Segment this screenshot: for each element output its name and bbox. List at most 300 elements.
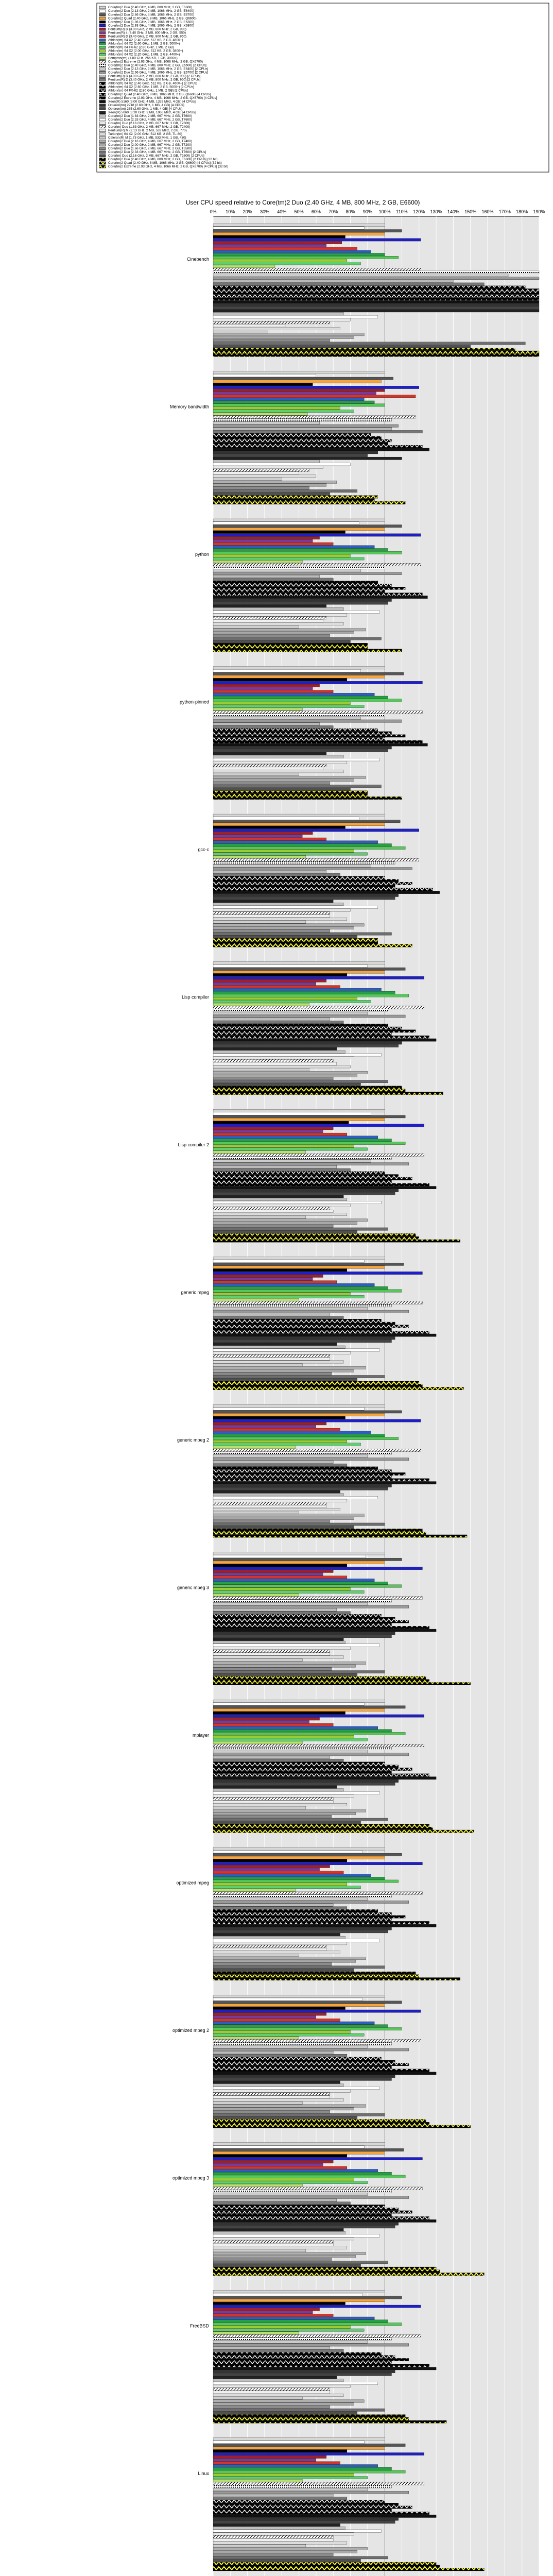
bar [213, 832, 313, 835]
bar [213, 1015, 405, 1018]
bar [213, 2479, 302, 2482]
bar [213, 1732, 405, 1735]
bar [213, 1431, 371, 1434]
bar [213, 418, 391, 421]
bar [213, 235, 345, 238]
bar [213, 1443, 361, 1446]
legend-label: Core(tm)2 Duo (2.33 GHz, 4 MB, 667 MHz, 2 GB, T7600) [2 CPUs] [108, 150, 206, 155]
x-tick-label: 110% [396, 209, 408, 214]
legend-swatch [99, 147, 106, 150]
legend-label: Core(tm)2 Duo (2.13 GHz, 2 MB, 1066 MHz, 2 GB, E6400) [2 CPUs] [108, 67, 209, 71]
bar [213, 1517, 354, 1519]
bar [213, 1331, 429, 1333]
bar [213, 1821, 361, 1824]
category-label: generic mpeg 2 [177, 1437, 209, 1443]
bar [213, 1750, 368, 1753]
legend-swatch [99, 13, 106, 16]
bar [213, 1496, 378, 1499]
bar [213, 1511, 299, 1514]
legend-label: Athlon(tm) 64 X2 (2.60 GHz, 1 MB, 2 GB, 5000+) [108, 42, 180, 46]
legend-label: Pentium(R) M (2.13 GHz, 2 MB, 533 MHz, 2 GB, 770) [108, 128, 187, 132]
bar [213, 1597, 422, 1599]
bar [213, 675, 385, 678]
bar [213, 882, 412, 885]
bar [213, 286, 525, 289]
bar [213, 1668, 332, 1670]
bar [213, 232, 385, 235]
bar [213, 1641, 345, 1643]
bar [213, 2231, 345, 2234]
legend-label: Athlon(tm) 64 X2 (2.00 GHz, 512 KB, 2 GB, 3800+) [108, 49, 183, 53]
bar [213, 1939, 379, 1942]
bar [213, 543, 333, 545]
bar [213, 307, 539, 309]
bar [213, 1620, 409, 1623]
x-tick-label: 170% [498, 209, 511, 214]
bar [213, 2541, 347, 2544]
legend-swatch [99, 126, 106, 128]
bar [213, 481, 337, 483]
bar [213, 460, 320, 463]
bar [213, 1024, 388, 1026]
bar [213, 1366, 366, 1369]
bar [213, 1600, 391, 1602]
bar [213, 1387, 463, 1389]
x-tick-label: 30% [260, 209, 269, 214]
bar [213, 1177, 412, 1180]
bar [213, 321, 330, 324]
bar [213, 404, 385, 406]
bar [213, 1054, 381, 1056]
bar [213, 1039, 436, 1041]
x-tick-label: 50% [294, 209, 304, 214]
bar [213, 1629, 436, 1632]
bar [213, 1325, 409, 1328]
bar [213, 912, 330, 914]
bar [213, 1871, 343, 1874]
category-label: Linux [198, 2470, 209, 2476]
bar [213, 578, 333, 581]
bar [213, 2019, 340, 2021]
bar [213, 2007, 345, 2009]
bar [213, 1555, 366, 1557]
legend-swatch [99, 155, 106, 157]
bar [213, 1021, 343, 1024]
bar [213, 1018, 330, 1021]
bar [213, 401, 374, 403]
bar [213, 885, 395, 888]
legend-swatch [99, 17, 106, 20]
bar [213, 2361, 391, 2364]
bar [213, 1605, 409, 1608]
bar [213, 2550, 357, 2553]
x-tick-label: 140% [447, 209, 459, 214]
bar [213, 2545, 306, 2547]
bar [213, 2166, 347, 2169]
bar [213, 1059, 333, 1062]
bar [213, 2379, 343, 2382]
bar [213, 1233, 416, 1236]
bar [213, 487, 309, 489]
bar [213, 1535, 467, 1537]
bar [213, 1354, 330, 1357]
bar [213, 1552, 385, 1555]
bar [213, 1711, 345, 1714]
bar [213, 2530, 381, 2532]
bar [213, 997, 357, 1000]
bar [213, 1676, 426, 1679]
legend-label: Core(tm)2 Duo (2.40 GHz, 4 MB, 800 MHz, 2 GB, E6600) [2 CPUs] [108, 63, 206, 67]
bar [213, 2069, 429, 2072]
bar [213, 1168, 351, 1171]
bar [213, 560, 302, 563]
category-label: optimized mpeg 2 [172, 2028, 209, 2033]
bar [213, 1458, 409, 1461]
bar [213, 1484, 391, 1487]
bar [213, 386, 419, 388]
bar [213, 575, 320, 578]
bar [213, 2102, 302, 2104]
bar [213, 2105, 366, 2107]
bar [213, 643, 368, 646]
bar [213, 1612, 351, 1614]
bar [213, 640, 351, 643]
bar [213, 2535, 333, 2538]
bar [213, 1818, 388, 1821]
bar [213, 861, 395, 864]
bar [213, 605, 326, 607]
bar [213, 1579, 374, 1581]
bar [213, 1774, 429, 1776]
bar [213, 2063, 409, 2065]
bar [213, 1715, 424, 1717]
bar [213, 2364, 429, 2367]
bar [213, 1381, 419, 1384]
bar [213, 1830, 474, 1833]
legend-label: Core(tm)2 Duo (2.66 GHz, 4 MB, 1066 MHz, 2 GB, E6700) [108, 13, 194, 17]
bar [213, 566, 385, 569]
bar [213, 2120, 426, 2122]
bar [213, 1975, 419, 1977]
x-tick-label: 180% [516, 209, 528, 214]
bar [213, 2296, 402, 2299]
legend-label: Xeon(R) 5160 (3.00 GHz, 4 MB, 1333 MHz, 4 GB) [4 CPUs] [108, 99, 196, 104]
bar [213, 737, 385, 740]
bar [213, 1936, 345, 1939]
bar [213, 1850, 362, 1853]
bar [213, 796, 402, 799]
bar [213, 551, 402, 554]
bar [213, 1798, 333, 1800]
bar [213, 2096, 330, 2098]
bar [213, 2346, 330, 2349]
bar [213, 493, 330, 495]
bar [213, 1963, 332, 1965]
bar [213, 342, 525, 345]
bar [213, 1723, 333, 1726]
bar [213, 377, 393, 380]
bar [213, 312, 343, 315]
bar [213, 339, 330, 342]
bar [213, 303, 539, 306]
bar [213, 451, 378, 454]
bar [213, 537, 320, 539]
bar [213, 484, 326, 486]
bar [213, 274, 508, 277]
bar [213, 2060, 395, 2063]
bar [213, 711, 422, 714]
bar [213, 475, 316, 478]
bar [213, 1319, 381, 1321]
bar [213, 619, 323, 622]
bar [213, 1298, 299, 1301]
bar [213, 1862, 422, 1865]
bar [213, 690, 333, 693]
bar [213, 2290, 385, 2293]
bar [213, 814, 385, 817]
bar [213, 2506, 412, 2509]
bar [213, 1812, 356, 1815]
bar [213, 2444, 405, 2446]
bar [213, 2078, 391, 2080]
bar [213, 2243, 333, 2246]
bar [213, 2533, 354, 2535]
bar [213, 2228, 343, 2231]
bar [213, 259, 347, 262]
bar [213, 2485, 391, 2488]
bar [213, 1670, 385, 1673]
bar [213, 318, 351, 321]
bar [213, 788, 351, 790]
bar [213, 858, 419, 861]
legend-swatch [99, 10, 106, 12]
x-tick-labels-top [210, 209, 545, 214]
bar [213, 629, 366, 631]
bar [213, 1730, 391, 1732]
bar [213, 752, 326, 755]
bar [213, 791, 368, 793]
legend-swatch [99, 28, 106, 30]
bar [213, 622, 343, 625]
bar [213, 2326, 351, 2328]
bar [213, 838, 326, 840]
bar [213, 1157, 391, 1159]
x-tick-label: 130% [430, 209, 442, 214]
bar [213, 2081, 340, 2083]
bar [213, 1794, 354, 1797]
bar [213, 348, 515, 350]
bar [213, 2420, 446, 2423]
bar [213, 1505, 326, 1508]
bar [213, 1942, 347, 1945]
bar [213, 991, 395, 994]
bar [213, 439, 391, 442]
bar [213, 1594, 299, 1596]
legend-swatch [99, 111, 106, 114]
bar [213, 1786, 337, 1788]
legend-swatch [99, 71, 106, 74]
bar [213, 2299, 385, 2302]
bar [213, 1124, 424, 1127]
bar [213, 2013, 326, 2015]
legend-swatch [99, 97, 106, 99]
legend-label: Pentium(R) D (3.40 GHz, 2 MB, 800 MHz, 2 GB, 950) [108, 35, 187, 39]
legend-swatch [99, 165, 106, 168]
bar [213, 283, 484, 285]
bar [213, 519, 385, 521]
bar [213, 1384, 422, 1387]
bar [213, 1231, 357, 1233]
bar [213, 1809, 366, 1812]
bar [213, 785, 381, 787]
bar [213, 2030, 351, 2033]
bar [213, 1358, 330, 1360]
bar [213, 2311, 313, 2314]
legend-label: Athlon(tm) 64 X2 (2.40 GHz, 512 KB, 2 GB, 4600+) [108, 38, 183, 42]
bar [213, 430, 422, 433]
bar [213, 728, 378, 731]
bar [213, 1328, 391, 1331]
bar [213, 1032, 391, 1035]
bar [213, 755, 343, 758]
bar [213, 2376, 337, 2379]
legend-swatch [99, 133, 106, 135]
bar [213, 1523, 385, 1526]
bar [213, 466, 323, 468]
bar [213, 1260, 364, 1262]
bar [213, 649, 402, 652]
bar [213, 779, 354, 782]
bar [213, 1895, 391, 1897]
bar [213, 1257, 385, 1260]
category-label: generic mpeg [181, 1290, 209, 1295]
legend [97, 3, 549, 172]
bar [213, 1632, 395, 1635]
bar [213, 1927, 391, 1930]
bar [213, 986, 340, 988]
bar [213, 563, 421, 566]
bar [213, 2491, 409, 2494]
bar [213, 1966, 385, 1969]
bar [213, 1281, 337, 1283]
legend-swatch [99, 162, 106, 164]
bar [213, 1118, 385, 1121]
bar [213, 330, 268, 333]
bar [213, 982, 316, 985]
bar [213, 596, 427, 598]
bar [213, 2373, 391, 2376]
bar [213, 1720, 309, 1723]
plot-area [170, 216, 539, 2576]
bar [213, 539, 313, 542]
legend-label: Athlon(tm) 64 X2 (2.60 GHz, 1 MB, 2 GB, 5000+) [2 CPUs] [108, 85, 194, 89]
bar [213, 1680, 429, 1682]
bar [213, 2527, 345, 2529]
legend-swatch [99, 35, 106, 38]
bar [213, 327, 340, 330]
x-tick-label: 70% [329, 209, 338, 214]
bar [213, 2462, 340, 2464]
bar [213, 1880, 399, 1883]
bar [213, 2022, 374, 2024]
bar [213, 1295, 364, 1298]
bar [213, 380, 381, 383]
bar [213, 1068, 309, 1071]
bar [213, 1112, 371, 1115]
bar [213, 2438, 385, 2441]
bar [213, 2223, 399, 2225]
legend-label: Core(tm)2 Duo (2.40 GHz, 4 MB, 800 MHz, 2 GB, E6600) [2 CPUs] (32 bit) [108, 158, 218, 162]
legend-swatch [99, 86, 106, 88]
legend-label: Core(tm)2 Duo (1.86 GHz, 2 MB, 1066 MHz, 2 GB, E6300) [108, 20, 194, 24]
bar [213, 971, 385, 973]
bar [213, 546, 374, 548]
bar [213, 829, 419, 832]
x-tick-label: 10% [226, 209, 235, 214]
bar [213, 1440, 347, 1443]
bar [213, 395, 416, 397]
bar [213, 1186, 436, 1189]
bar [213, 1145, 354, 1147]
bar [213, 2467, 391, 2470]
bar [213, 758, 379, 761]
bar [213, 1635, 391, 1638]
chart-title: User CPU speed relative to Core(tm)2 Duo (2.40 GHz, 4 MB, 800 MHz, 2 GB, E6600) [185, 199, 420, 206]
bar [213, 2025, 388, 2027]
category-label: Memory bandwidth [169, 404, 209, 410]
bar [213, 1969, 354, 1971]
bar [213, 897, 395, 900]
bar [213, 2334, 421, 2337]
bar [213, 614, 347, 616]
bar [213, 936, 357, 938]
bar [213, 2075, 395, 2077]
bar [213, 1304, 391, 1307]
bar [213, 1467, 378, 1469]
bar [213, 964, 368, 967]
bar [213, 1561, 385, 1564]
legend-label: Core(tm)2 Duo (2.40 GHz, 4 MB, 800 MHz, 2 GB, E6600) [108, 6, 193, 10]
legend-label: Core(tm)2 Extreme (2.93 GHz, 4 MB, 1066 MHz, 2 GB, QX6700) [4 CPUs] [108, 96, 217, 100]
bar [213, 1499, 347, 1502]
bar [213, 1322, 395, 1325]
bar [213, 764, 326, 767]
bar [213, 914, 330, 917]
bar [213, 1827, 433, 1829]
bar [213, 1647, 351, 1650]
bar [213, 1848, 385, 1850]
legend-label: Core(tm)2 Quad (2.40 GHz, 8 MB, 1066 MHz, 2 GB, Q6600) [108, 16, 197, 21]
bar [213, 2110, 330, 2113]
bar [213, 2027, 402, 2030]
category-label: FreeBSD [189, 2323, 209, 2329]
bar [213, 1343, 337, 1345]
bar [213, 2116, 357, 2119]
bar [213, 1703, 364, 1705]
bar [213, 2349, 343, 2352]
category-label: Lisp compiler 2 [178, 1142, 209, 1148]
category-label: gcc-c [198, 847, 209, 853]
bar [213, 705, 364, 707]
legend-swatch [99, 108, 106, 110]
bar [213, 1479, 429, 1481]
bar [213, 389, 385, 392]
bar [213, 333, 364, 336]
bar [213, 2556, 388, 2559]
bar [213, 2447, 385, 2449]
legend-swatch [99, 21, 106, 23]
bar [213, 1948, 326, 1951]
